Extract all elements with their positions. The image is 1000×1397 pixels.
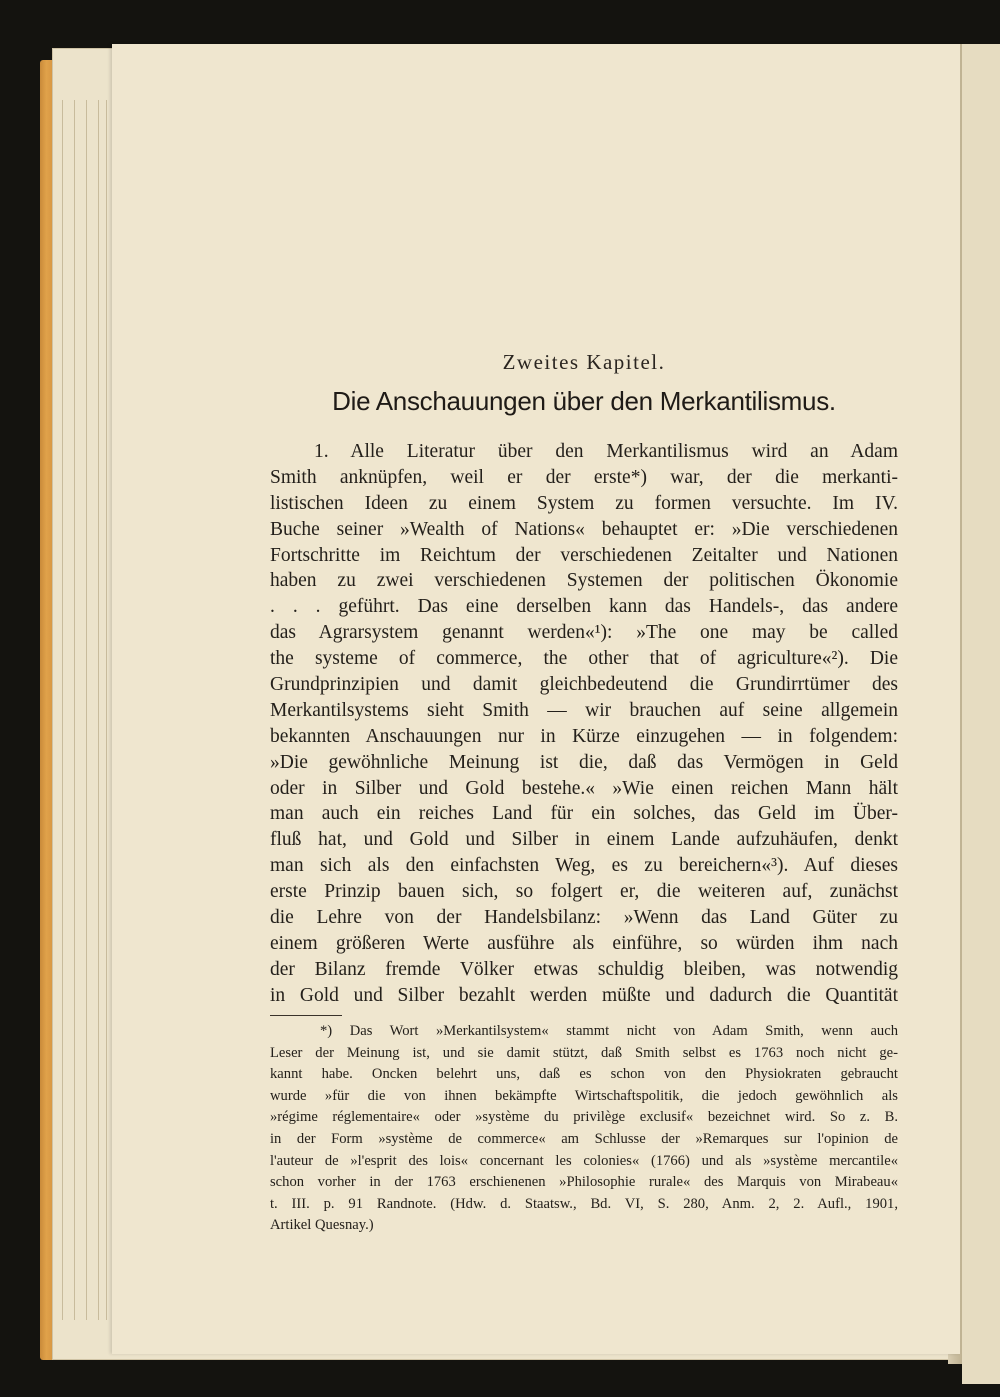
page-edge-line — [98, 100, 99, 1320]
body-line: die Lehre von der Handelsbilanz: »Wenn das Land Güter zu — [270, 907, 898, 929]
footnote-line: Artikel Quesnay.) — [270, 1217, 374, 1234]
footnote-line: wurde »für die von ihnen bekämpfte Wirtschaftspolitik, die jedoch gewöhnlich als — [270, 1087, 898, 1104]
body-line: Merkantilsystems sieht Smith — wir brauchen auf seine allgemein — [270, 699, 898, 721]
body-line: the systeme of commerce, the other that of agriculture«²). Die — [270, 648, 898, 670]
footnote-line: kannt habe. Oncken belehrt uns, daß es schon von den Physiokraten gebraucht — [270, 1066, 898, 1083]
body-line: einem größeren Werte ausführe als einführe, so würden ihm nach — [270, 932, 898, 954]
footnote-rule — [270, 1015, 342, 1016]
body-line: listischen Ideen zu einem System zu formen versuchte. Im IV. — [270, 492, 898, 514]
body-line: Buche seiner »Wealth of Nations« behauptet er: »Die verschiedenen — [270, 518, 898, 540]
body-line: . . . geführt. Das eine derselben kann das Handels-, das andere — [270, 596, 898, 618]
footnote-line: t. III. p. 91 Randnote. (Hdw. d. Staatsw., Bd. VI, S. 280, Anm. 2, 2. Aufl., 1901, — [270, 1195, 898, 1212]
body-line: man auch ein reiches Land für ein solches, das Geld im Über- — [270, 803, 898, 825]
body-line: »Die gewöhnliche Meinung ist die, daß das Vermögen in Geld — [270, 751, 898, 773]
footnote-line: in der Form »système de commerce« am Schlusse der »Remarques sur l'opinion de — [270, 1130, 898, 1147]
body-line: in Gold und Silber bezahlt werden müßte und dadurch die Quantität — [270, 984, 898, 1006]
body-line: Fortschritte im Reichtum der verschiedenen Zeitalter und Nationen — [270, 544, 898, 566]
body-line: der Bilanz fremde Völker etwas schuldig bleiben, was notwendig — [270, 958, 898, 980]
body-line: Smith anknüpfen, weil er der erste*) war, der die merkanti- — [270, 466, 898, 488]
footnote-line: »régime réglementaire« oder »système du privilège exclusif« bezeichnet wird. So z. B. — [270, 1109, 898, 1126]
body-line: das Agrarsystem genannt werden«¹): »The one may be called — [270, 622, 898, 644]
body-text — [270, 439, 898, 1009]
facing-page-edge — [962, 44, 1000, 1384]
footnote — [270, 1021, 898, 1237]
body-line: haben zu zwei verschiedenen Systemen der politischen Ökonomie — [270, 570, 898, 592]
footnote-line: Leser der Meinung ist, und sie damit stützt, daß Smith selbst es 1763 noch nicht ge- — [270, 1044, 898, 1061]
body-line: 1. Alle Literatur über den Merkantilismus wird an Adam — [314, 441, 898, 462]
body-line: man sich als den einfachsten Weg, es zu bereichern«³). Auf dieses — [270, 855, 898, 877]
footnote-line: *) Das Wort »Merkantilsystem« stammt nicht von Adam Smith, wenn auch — [320, 1023, 898, 1039]
chapter-title: Die Anschauungen über den Merkantilismus. — [332, 386, 836, 416]
body-line: Grundprinzipien und damit gleichbedeutend die Grundirrtümer des — [270, 674, 898, 696]
page-edge-line — [86, 100, 87, 1320]
body-line: fluß hat, und Gold und Silber in einem Lande aufzuhäufen, denkt — [270, 829, 898, 851]
footnote-line: l'auteur de »l'esprit des lois« concernant les colonies« (1766) und als »système mercantile« — [270, 1152, 898, 1169]
page-edge-line — [62, 100, 63, 1320]
body-line: erste Prinzip bauen sich, so folgert er, die weiteren auf, zunächst — [270, 881, 898, 903]
chapter-label: Zweites Kapitel. — [502, 350, 666, 374]
page-edge-line — [106, 100, 107, 1320]
body-line: bekannten Anschauungen nur in Kürze einzugehen — in folgendem: — [270, 725, 898, 747]
body-line: oder in Silber und Gold bestehe.« »Wie einen reichen Mann hält — [270, 777, 898, 799]
page-edge-line — [74, 100, 75, 1320]
footnote-line: schon vorher in der 1763 erschienenen »Philosophie rurale« des Marquis von Mirabeau« — [270, 1174, 898, 1191]
